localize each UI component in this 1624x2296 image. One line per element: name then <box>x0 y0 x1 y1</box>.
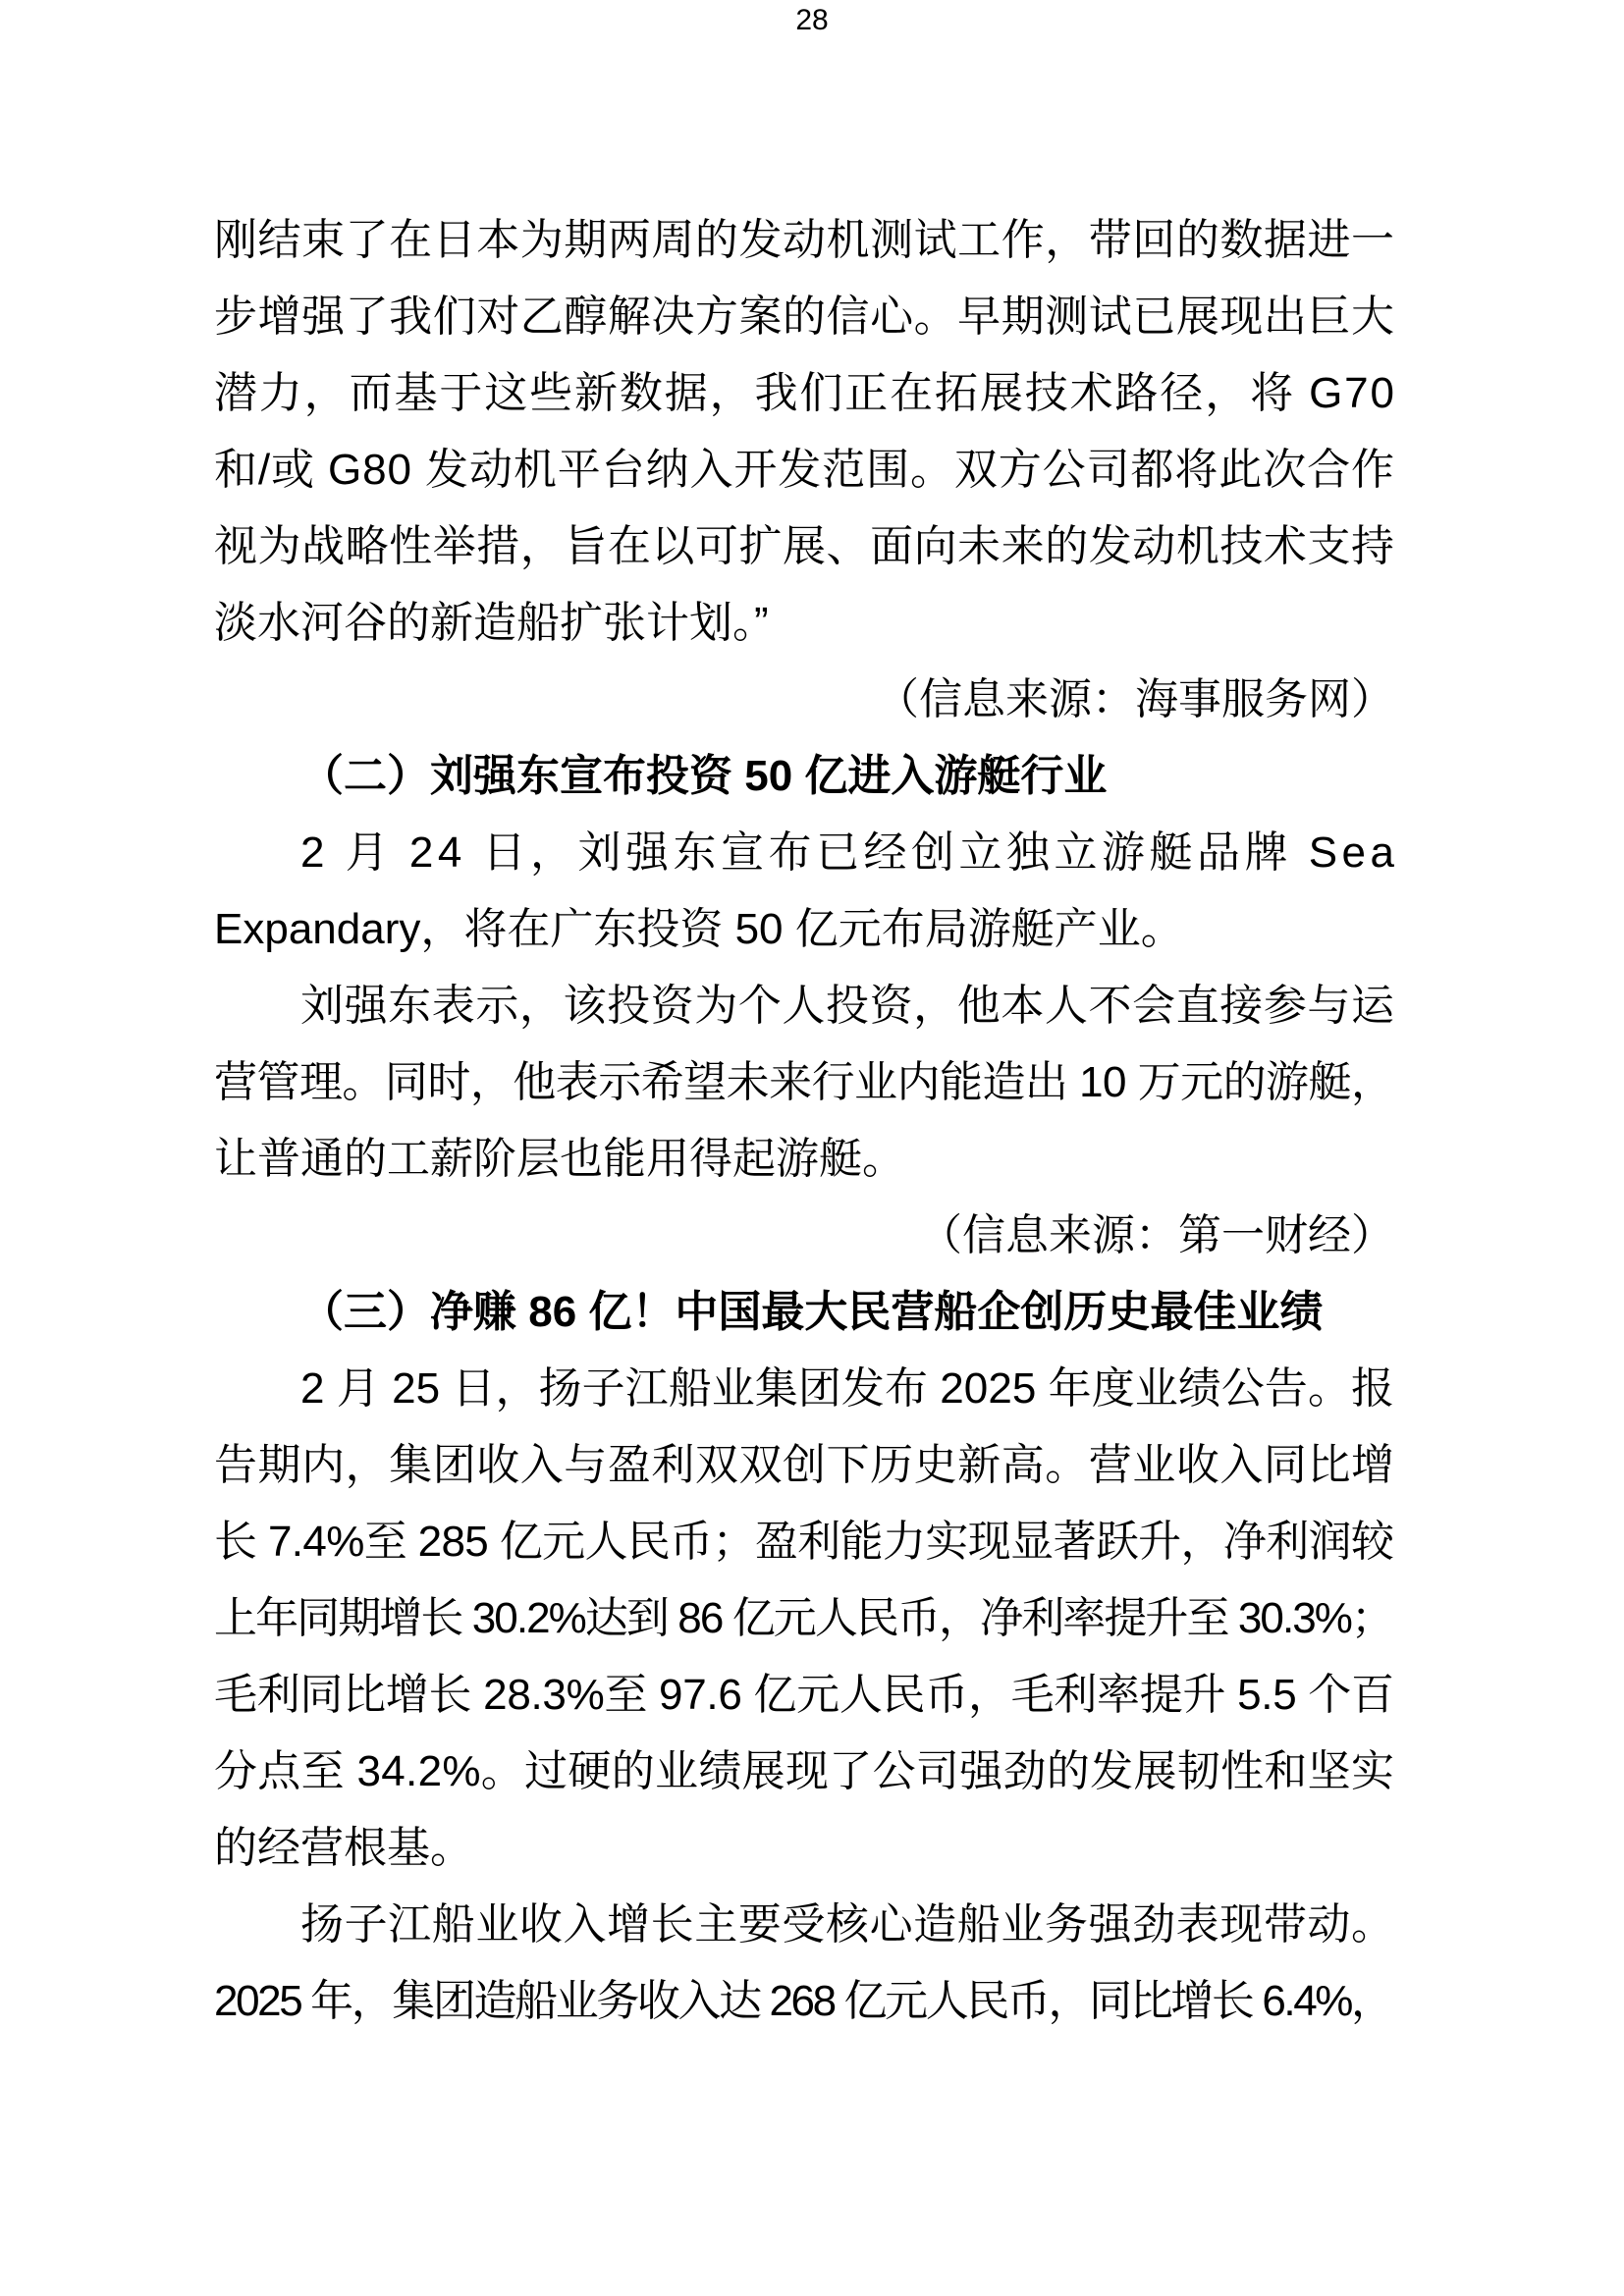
text-line: 2 月 25 日，扬子江船业集团发布 2025 年度业绩公告。报 <box>300 1364 1395 1413</box>
document-body <box>214 202 1399 2040</box>
text-line: 2 月 24 日，刘强东宣布已经创立独立游艇品牌 Sea <box>300 828 1399 877</box>
source-attribution: （信息来源：海事服务网） <box>876 675 1394 723</box>
text-line: 淡水河谷的新造船扩张计划。” <box>214 599 769 647</box>
text-line: 刘强东表示，该投资为个人投资，他本人不会直接参与运 <box>300 982 1395 1030</box>
section-heading: （三）净赚 86 亿！中国最大民营船企创历史最佳业绩 <box>300 1288 1324 1336</box>
text-line: 视为战略性举措，旨在以可扩展、面向未来的发动机技术支持 <box>214 522 1395 570</box>
text-line: 刚结束了在日本为期两周的发动机测试工作，带回的数据进一 <box>214 216 1395 264</box>
text-line: 和/或 G80 发动机平台纳入开发范围。双方公司都将此次合作 <box>214 446 1395 494</box>
text-line: 潜力，而基于这些新数据，我们正在拓展技术路径，将 G70 <box>214 369 1396 417</box>
text-line: 告期内，集团收入与盈利双双创下历史新高。营业收入同比增 <box>214 1441 1395 1489</box>
text-line: 2025 年，集团造船业务收入达 268 亿元人民币，同比增长 6.4%， <box>214 1977 1392 2025</box>
text-line: 上年同期增长 30.2%达到 86 亿元人民币，净利率提升至 30.3%； <box>214 1594 1393 1642</box>
page-number: 28 <box>795 4 829 36</box>
text-line: 长 7.4%至 285 亿元人民币；盈利能力实现显著跃升，净利润较 <box>214 1518 1394 1566</box>
source-attribution: （信息来源：第一财经） <box>919 1211 1394 1259</box>
text-line: 毛利同比增长 28.3%至 97.6 亿元人民币，毛利率提升 5.5 个百 <box>214 1671 1394 1719</box>
text-line: 的经营根基。 <box>214 1824 473 1872</box>
section-heading: （二）刘强东宣布投资 50 亿进入游艇行业 <box>300 752 1108 800</box>
text-line: 分点至 34.2%。过硬的业绩展现了公司强劲的发展韧性和坚实 <box>214 1747 1395 1795</box>
text-line: 步增强了我们对乙醇解决方案的信心。早期测试已展现出巨大 <box>214 293 1395 341</box>
text-line: 营管理。同时，他表示希望未来行业内能造出 10 万元的游艇， <box>214 1058 1394 1106</box>
text-line: 让普通的工薪阶层也能用得起游艇。 <box>214 1135 905 1183</box>
text-line: 扬子江船业收入增长主要受核心造船业务强劲表现带动。 <box>300 1900 1395 1949</box>
text-line: Expandary，将在广东投资 50 亿元布局游艇产业。 <box>214 905 1184 953</box>
